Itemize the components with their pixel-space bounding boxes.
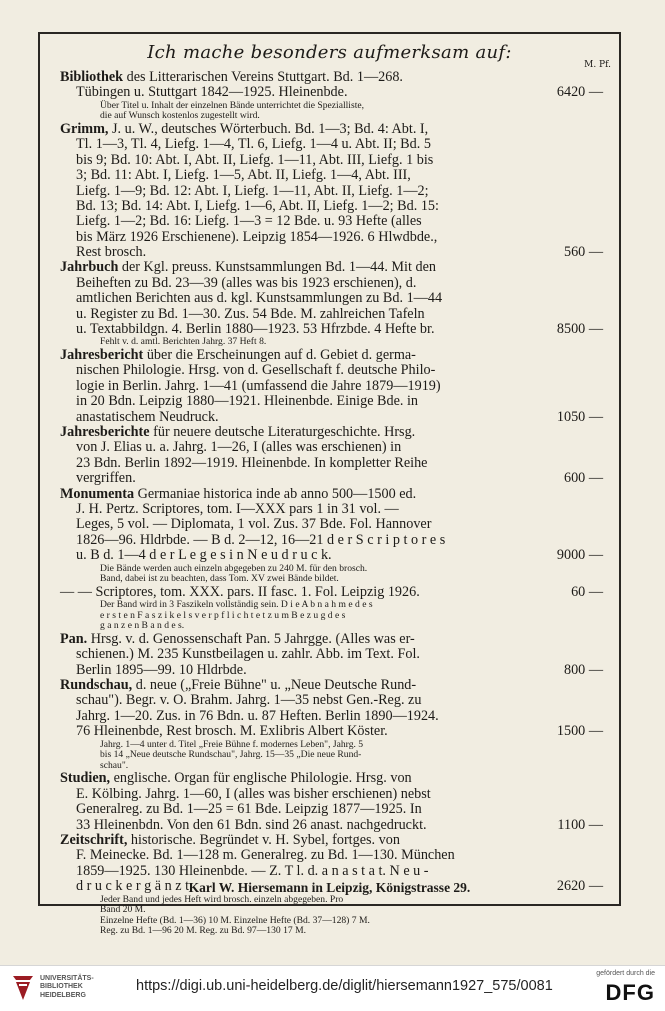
entry-line xyxy=(60,394,603,409)
entry-line xyxy=(60,291,603,306)
entry-line xyxy=(60,85,603,100)
entry-price: 600 — xyxy=(563,470,603,487)
entry-text: Liefg. 1—2; Bd. 16: Liefg. 1—3 = 12 Bde. u. 93 Hefte (alles xyxy=(76,213,422,230)
entry-line xyxy=(60,864,603,879)
entry-line xyxy=(60,322,603,337)
entry-text: von J. Elias u. a. Jahrg. 1—26, I (alles was erschienen) in xyxy=(76,439,402,456)
entry-line xyxy=(60,833,603,848)
entry-note: Jahrg. 1—4 unter d. Titel „Freie Bühne f. modernes Leben", Jahrg. 5 xyxy=(100,738,364,750)
entry-text: Berlin 1895—99. 10 Hldrbde. xyxy=(76,661,247,678)
entry-line xyxy=(60,663,603,678)
entry-text: 23 Bdn. Berlin 1892—1919. Hleinenbde. In kompletter Reihe xyxy=(76,454,428,471)
entry-text: anastatischem Neudruck. xyxy=(76,408,219,425)
entry-text: Germaniae historica inde ab anno 500—1500 ed. xyxy=(134,485,417,502)
viewer-footer-bar xyxy=(0,965,665,1011)
entry-line xyxy=(60,818,603,833)
entry-text: u. Register zu Bd. 1—30. Zus. 54 Bde. M. zahlreichen Tafeln xyxy=(76,305,425,322)
entry-text: für neuere deutsche Literaturgeschichte. Hrsg. xyxy=(149,423,416,440)
entry-text: Leges, 5 vol. — Diplomata, 1 vol. Zus. 37 Bde. Fol. Hannover xyxy=(76,516,432,533)
entry-line xyxy=(60,276,603,291)
publisher-footer: Karl W. Hiersemann in Leipzig, Königstrasse 29. xyxy=(188,880,471,895)
entry-price: 560 — xyxy=(563,244,603,261)
entry-line xyxy=(60,153,603,168)
entry-keyword: Jahresberichte xyxy=(60,423,150,440)
entry-price: 800 — xyxy=(563,661,603,678)
entry-line xyxy=(60,787,603,802)
catalog-entry xyxy=(60,348,603,425)
entry-line xyxy=(60,693,603,708)
entry-keyword: Pan. xyxy=(60,630,88,647)
entry-note: g a n z e n B a n d e s. xyxy=(100,620,185,632)
entry-line xyxy=(60,487,603,502)
page-url[interactable]: https://digi.ub.uni-heidelberg.de/diglit/hiersemann1927_575/0081 xyxy=(136,978,553,994)
entry-note: schau". xyxy=(100,759,129,771)
entry-text: schienen.) M. 235 Kunstbeilagen u. zahlr. Abb. im Text. Fol. xyxy=(76,646,420,663)
university-library-logo-icon xyxy=(10,972,36,1004)
dfg-logo[interactable]: DFG xyxy=(605,980,655,1005)
entry-line xyxy=(60,585,603,600)
entry-price: 1500 — xyxy=(556,723,603,740)
entry-text: Rest brosch. xyxy=(76,244,147,261)
entry-text: über die Erscheinungen auf d. Gebiet d. germa- xyxy=(143,347,416,364)
entry-line xyxy=(60,848,603,863)
entry-line xyxy=(60,548,603,563)
entry-note: bis 14 „Neue deutsche Rundschau", Jahrg. 15—35 „Die neue Rund- xyxy=(100,749,362,761)
entry-text: u. Textabbildgn. 4. Berlin 1880—1923. 53 Hfrzbde. 4 Hefte br. xyxy=(76,321,435,338)
entry-keyword: Jahrbuch xyxy=(60,259,119,276)
entry-line xyxy=(60,410,603,425)
entry-keyword: Bibliothek xyxy=(60,69,124,85)
currency-label: M. Pf. xyxy=(584,60,611,70)
entry-line xyxy=(60,348,603,363)
entry-text: des Litterarischen Vereins Stuttgart. Bd. 1—268. xyxy=(123,69,403,85)
entry-text: 3; Bd. 11: Abt. I, Liefg. 1—5, Abt. II, Liefg. 1—4, Abt. III, xyxy=(76,167,411,184)
entry-line xyxy=(60,260,603,275)
entry-text: — — Scriptores, tom. XXX. pars. II fasc. 1. Fol. Leipzig 1926. xyxy=(60,583,420,600)
entry-text: Hrsg. v. d. Genossenschaft Pan. 5 Jahrgge. (Alles was er- xyxy=(87,630,415,647)
entry-text: J. H. Pertz. Scriptores, tom. I—XXX pars 1 in 31 vol. — xyxy=(76,500,399,517)
catalog-entry xyxy=(60,771,603,833)
entry-note: Reg. zu Bd. 1—96 20 M. Reg. zu Bd. 97—130 17 M. xyxy=(100,925,306,937)
catalog-entry xyxy=(60,632,603,678)
entry-line xyxy=(60,168,603,183)
entry-keyword: Studien, xyxy=(60,770,111,787)
entry-text: Tübingen u. Stuttgart 1842—1925. Hleinenbde. xyxy=(76,84,348,101)
entry-note: Band 20 M. xyxy=(100,904,146,916)
entry-price: 2620 — xyxy=(556,878,603,895)
entry-text: bis März 1926 Erschienene). Leipzig 1854—1926. 6 Hlwdbde., xyxy=(76,228,438,245)
entry-line xyxy=(60,214,603,229)
entry-line xyxy=(60,363,603,378)
entry-line xyxy=(60,771,603,786)
entry-line xyxy=(60,724,603,739)
entry-note: Die Bände werden auch einzeln abgegeben zu 240 M. für den brosch. xyxy=(100,562,368,574)
entry-note: e r s t e n F a s z i k e l s v e r p f l i c h t e t z u m B e z u g d e s xyxy=(100,609,346,621)
entry-note: Fehlt v. d. amtl. Berichten Jahrg. 37 Heft 8. xyxy=(100,336,267,348)
entry-line xyxy=(60,440,603,455)
entry-text: 1859—1925. 130 Hleinenbde. — Z. T l. d. a n a s t a t. N e u - xyxy=(76,862,429,879)
catalog-entry xyxy=(60,122,603,261)
entry-line xyxy=(60,199,603,214)
entry-text: 33 Hleinenbdn. Von den 61 Bdn. sind 26 anast. nachgedruckt. xyxy=(76,816,427,833)
catalog-entry xyxy=(60,70,603,122)
catalog-entries xyxy=(60,70,603,937)
entry-text: historische. Begründet v. H. Sybel, fortges. von xyxy=(127,831,400,848)
entry-note: Der Band wird in 3 Faszikeln vollständig sein. D i e A b n a h m e d e s xyxy=(100,599,373,611)
entry-keyword: Jahresbericht xyxy=(60,347,144,364)
entry-line xyxy=(60,245,603,260)
entry-text: logie in Berlin. Jahrg. 1—41 (umfassend die Jahre 1879—1919) xyxy=(76,377,441,394)
entry-text: d. neue („Freie Bühne" u. „Neue Deutsche Rund- xyxy=(132,677,417,694)
entry-line xyxy=(60,471,603,486)
entry-keyword: Rundschau, xyxy=(60,677,133,694)
entry-price: 8500 — xyxy=(556,321,603,338)
entry-text: Tl. 1—3, Tl. 4, Liefg. 1—4, Tl. 6, Liefg. 1—4 u. Abt. II; Bd. 5 xyxy=(76,136,431,153)
entry-line xyxy=(60,137,603,152)
entry-line xyxy=(60,122,603,137)
entry-text: bis 9; Bd. 10: Abt. I, Abt. II, Liefg. 1—11, Abt. III, Liefg. 1 bis xyxy=(76,151,434,168)
entry-line xyxy=(60,802,603,817)
entry-note: Band, dabei ist zu beachten, dass Tom. XV zwei Bände bildet. xyxy=(100,573,339,585)
entry-line xyxy=(60,230,603,245)
entry-text: der Kgl. preuss. Kunstsammlungen Bd. 1—44. Mit den xyxy=(118,259,436,276)
entry-note: Einzelne Hefte (Bd. 1—36) 10 M. Einzelne Hefte (Bd. 37—128) 7 M. xyxy=(100,914,370,926)
catalog-entry xyxy=(60,678,603,771)
entry-line xyxy=(60,502,603,517)
entry-line xyxy=(60,517,603,532)
entry-keyword: Monumenta xyxy=(60,485,135,502)
entry-keyword: Grimm, xyxy=(60,120,109,137)
entry-text: E. Kölbing. Jahrg. 1—60, I (alles was bisher erschienen) nebst xyxy=(76,785,431,802)
entry-price: 60 — xyxy=(571,583,603,600)
page-border-frame xyxy=(38,32,621,937)
entry-line xyxy=(60,456,603,471)
entry-keyword: Zeitschrift, xyxy=(60,831,128,848)
entry-text: 76 Hleinenbde, Rest brosch. M. Exlibris Albert Köster. xyxy=(76,723,388,740)
entry-line xyxy=(60,425,603,440)
entry-text: Bd. 13; Bd. 14: Abt. I, Liefg. 1—6, Abt. II, Liefg. 1—2; Bd. 15: xyxy=(76,197,439,214)
page-heading: Ich mache besonders aufmerksam auf: xyxy=(147,42,512,63)
entry-line xyxy=(60,184,603,199)
entry-text: u. B d. 1—4 d e r L e g e s i n N e u d r u c k. xyxy=(76,547,332,564)
catalog-entry xyxy=(60,585,603,632)
entry-text: J. u. W., deutsches Wörterbuch. Bd. 1—3; Bd. 4: Abt. I, xyxy=(108,120,429,137)
entry-line xyxy=(60,70,603,85)
entry-line xyxy=(60,533,603,548)
entry-line xyxy=(60,307,603,322)
entry-note: Über Titel u. Inhalt der einzelnen Bände unterrichtet die Spezialliste, xyxy=(100,99,365,111)
entry-note: die auf Wunsch kostenlos zugestellt wird. xyxy=(100,110,260,122)
entry-text: d r u c k e r g ä n z t. xyxy=(76,878,193,895)
entry-note: Jeder Band und jedes Heft wird brosch. einzeln abgegeben. Pro xyxy=(100,893,344,905)
funded-by-label: gefördert durch die xyxy=(596,970,655,977)
entry-text: englische. Organ für englische Philologie. Hrsg. von xyxy=(110,770,412,787)
entry-text: F. Meinecke. Bd. 1—128 m. Generalreg. zu Bd. 1—130. München xyxy=(76,847,455,864)
catalog-entry xyxy=(60,425,603,487)
entry-price: 9000 — xyxy=(556,547,603,564)
institution-name: UNIVERSITÄTS- BIBLIOTHEK HEIDELBERG xyxy=(40,975,94,999)
catalog-entry xyxy=(60,260,603,348)
entry-text: in 20 Bdn. Leipzig 1880—1921. Hleinenbde. Einige Bde. in xyxy=(76,393,419,410)
entry-text: Beiheften zu Bd. 23—39 (alles was bis 1923 erschienen), d. xyxy=(76,274,417,291)
entry-line xyxy=(60,379,603,394)
entry-line xyxy=(60,632,603,647)
entry-line xyxy=(60,647,603,662)
entry-price: 6420 — xyxy=(556,84,603,101)
entry-text: vergriffen. xyxy=(76,470,136,487)
entry-text: Generalreg. zu Bd. 1—25 = 61 Bde. Leipzig 1877—1925. In xyxy=(76,801,422,818)
entry-text: schau"). Begr. v. O. Brahm. Jahrg. 1—35 nebst Gen.-Reg. zu xyxy=(76,692,422,709)
entry-text: nischen Philologie. Hrsg. von d. Gesellschaft f. deutsche Philo- xyxy=(76,362,436,379)
entry-line xyxy=(60,709,603,724)
entry-text: 1826—96. Hldrbde. — B d. 2—12, 16—21 d e r S c r i p t o r e s xyxy=(76,531,446,548)
entry-text: Jahrg. 1—20. Zus. in 76 Bdn. u. 87 Heften. Berlin 1890—1924. xyxy=(76,707,439,724)
entry-price: 1050 — xyxy=(556,408,603,425)
entry-text: Liefg. 1—9; Bd. 12: Abt. I, Liefg. 1—11, Abt. II, Liefg. 1—2; xyxy=(76,182,429,199)
entry-line xyxy=(60,678,603,693)
entry-text: amtlichen Berichten aus d. kgl. Kunstsammlungen zu Bd. 1—44 xyxy=(76,290,443,307)
entry-price: 1100 — xyxy=(557,816,603,833)
catalog-entry xyxy=(60,487,603,585)
